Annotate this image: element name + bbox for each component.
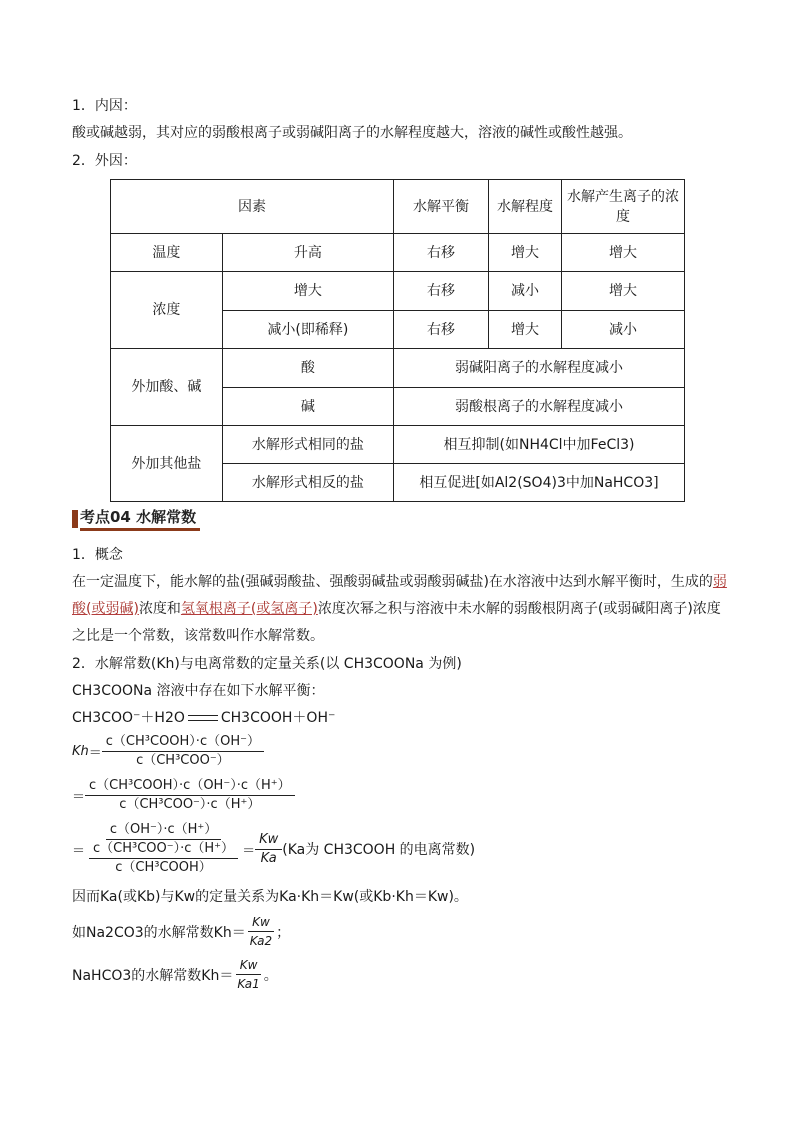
conc-decrease-concentration: 减小 bbox=[562, 311, 685, 349]
relation-conclusion: 因而Ka(或Kb)与Kw的定量关系为Ka·Kh＝Kw(或Kb·Kh＝Kw)。 bbox=[72, 889, 468, 905]
section-heading bbox=[72, 507, 200, 531]
hydrolysis-equation: CH3COO⁻＋H2O CH3COOH＋OH⁻ bbox=[72, 710, 336, 726]
underline-weak: 弱 bbox=[712, 574, 727, 590]
acid-effect: 弱碱阳离子的水解程度减小 bbox=[394, 349, 685, 388]
conc-decrease-degree: 增大 bbox=[489, 311, 562, 349]
temp-degree: 增大 bbox=[489, 234, 562, 272]
hydrolysis-factors-table bbox=[110, 179, 685, 502]
underline-hydroxide: 氢氧根离子(或氢离子) bbox=[180, 601, 318, 617]
concept-line-3: 之比是一个常数，该常数叫作水解常数。 bbox=[72, 628, 324, 644]
conc-increase-condition: 增大 bbox=[222, 272, 393, 311]
opposite-salt-condition: 水解形式相反的盐 bbox=[222, 464, 393, 502]
equilibrium-arrow bbox=[188, 715, 218, 721]
concept-title: 1．概念 bbox=[72, 547, 123, 563]
relation-lead: CH3COONa 溶液中存在如下水解平衡： bbox=[72, 683, 325, 699]
factor-concentration: 浓度 bbox=[111, 272, 223, 349]
temp-condition: 升高 bbox=[222, 234, 393, 272]
base-condition: 碱 bbox=[222, 388, 393, 426]
internal-cause-title: 1．内因： bbox=[72, 98, 137, 114]
factor-acid-base: 外加酸、碱 bbox=[111, 349, 223, 426]
section-marker bbox=[72, 510, 78, 528]
internal-cause-text: 酸或碱越弱，其对应的弱酸根离子或弱碱阳离子的水解程度越大，溶液的碱性或酸性越强。 bbox=[72, 125, 632, 141]
kh-formula-2: ＝ $\frac{\text{c（CH³COOH）·c（OH⁻）·c（H⁺）}}{\text{c（CH³COO⁻）·c（H⁺）}}$ bbox=[72, 777, 295, 814]
na2co3-constant: 如Na2CO3的水解常数Kh＝ $\frac{Kw}{Ka2}$ ； bbox=[72, 915, 291, 948]
opposite-salt-effect: 相互促进[如Al2(SO4)3中加NaHCO3] bbox=[394, 464, 685, 502]
nahco3-constant: NaHCO3的水解常数Kh＝ $\frac{Kw}{Ka1}$ 。 bbox=[72, 958, 278, 991]
relation-title: 2．水解常数(Kh)与电离常数的定量关系(以 CH3COONa 为例) bbox=[72, 656, 462, 672]
concept-line-1: 在一定温度下，能水解的盐(强碱弱酸盐、强酸弱碱盐或弱酸弱碱盐)在水溶液中达到水解平衡时，生成的弱 bbox=[72, 574, 727, 590]
conc-increase-degree: 减小 bbox=[489, 272, 562, 311]
header-degree: 水解程度 bbox=[489, 180, 562, 234]
acid-condition: 酸 bbox=[222, 349, 393, 388]
section-title: 考点04 水解常数 bbox=[80, 507, 200, 531]
conc-increase-concentration: 增大 bbox=[562, 272, 685, 311]
kh-formula-1: Kh ＝ $\frac{\text{c（CH³COOH）·c（OH⁻）}}{\text{c（CH³COO⁻）}}$ bbox=[72, 733, 264, 770]
temp-concentration: 增大 bbox=[562, 234, 685, 272]
header-equilibrium: 水解平衡 bbox=[394, 180, 489, 234]
conc-decrease-condition: 减小(即稀释) bbox=[222, 311, 393, 349]
same-salt-effect: 相互抑制(如NH4Cl中加FeCl3) bbox=[394, 426, 685, 464]
same-salt-condition: 水解形式相同的盐 bbox=[222, 426, 393, 464]
concept-line-2: 酸(或弱碱)浓度和氢氧根离子(或氢离子)浓度次幂之积与溶液中未水解的弱酸根阴离子(或弱碱阳离子)浓度 bbox=[72, 601, 721, 617]
kh-formula-3: ＝ c（OH⁻）·c（H⁺） c（CH³COO⁻）·c（H⁺） c（CH³COOH） ＝ $\frac{Kw}{Ka}$ (Ka为 CH3COOH 的电离常数) bbox=[72, 822, 476, 875]
temp-equilibrium: 右移 bbox=[394, 234, 489, 272]
factor-temperature: 温度 bbox=[111, 234, 223, 272]
underline-weak-acid: 酸(或弱碱) bbox=[72, 601, 139, 617]
external-cause-title: 2．外因： bbox=[72, 153, 137, 169]
conc-increase-equilibrium: 右移 bbox=[394, 272, 489, 311]
conc-decrease-equilibrium: 右移 bbox=[394, 311, 489, 349]
header-factor: 因素 bbox=[111, 180, 394, 234]
header-ion-concentration: 水解产生离子的浓度 bbox=[562, 180, 685, 234]
base-effect: 弱酸根离子的水解程度减小 bbox=[394, 388, 685, 426]
factor-other-salt: 外加其他盐 bbox=[111, 426, 223, 502]
